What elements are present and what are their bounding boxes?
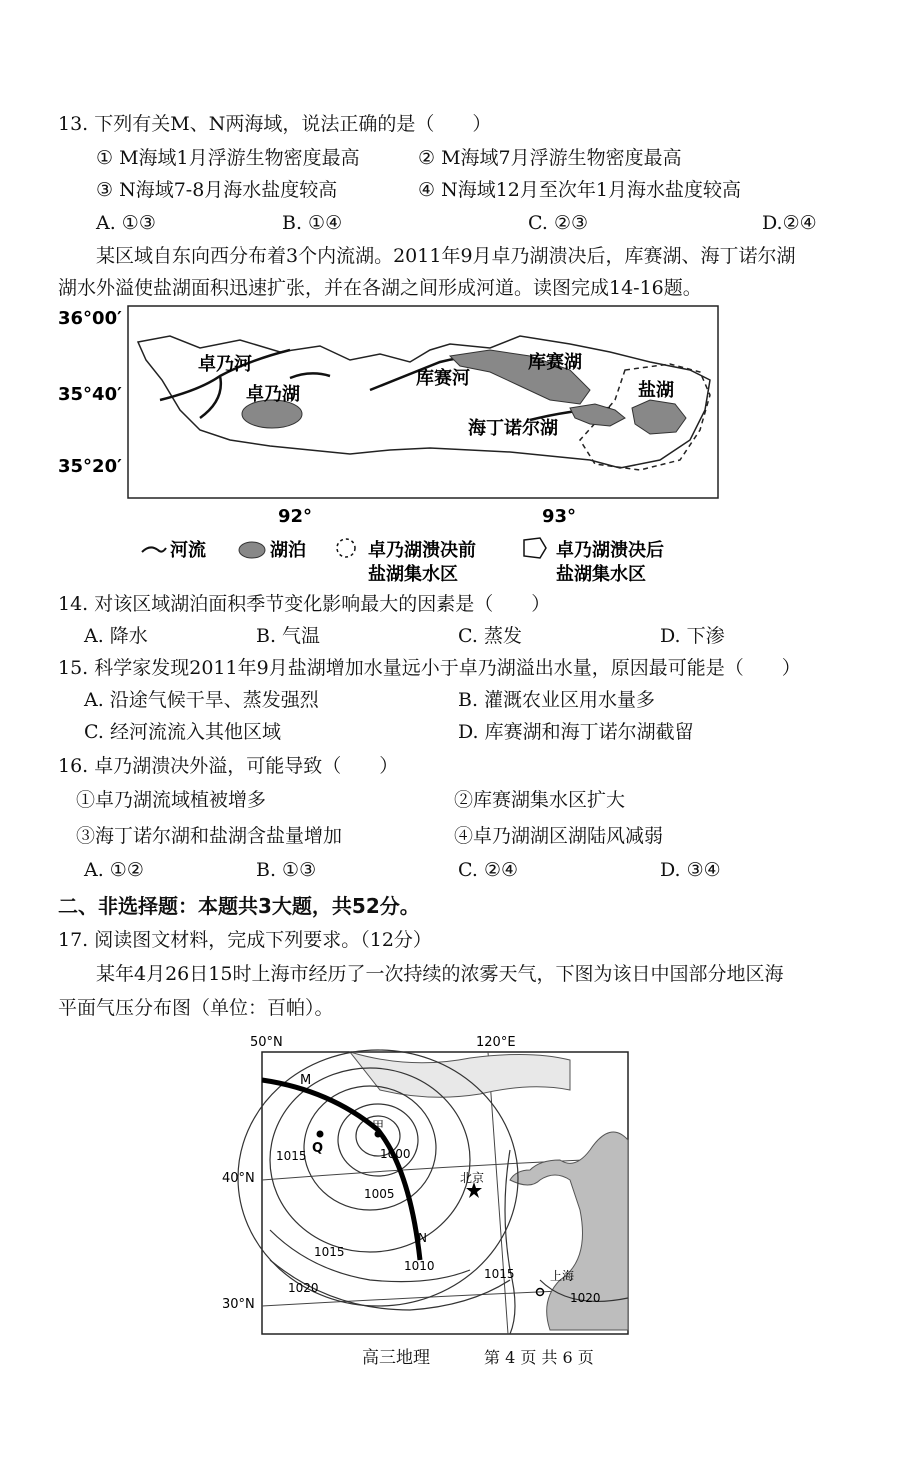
legend-river-symbol [142, 547, 166, 552]
q16-statement-4: ④卓乃湖湖区湖陆风减弱 [454, 825, 664, 847]
intro-line-2: 湖水外溢使盐湖面积迅速扩张，并在各湖之间形成河道。读图完成14-16题。 [58, 277, 702, 299]
isobar-1010-label: 1010 [404, 1259, 435, 1273]
lon-120e-label: 120°E [476, 1035, 516, 1050]
legend-lake-symbol [239, 542, 265, 558]
lat-50n-label: 50°N [250, 1035, 283, 1050]
q13-option-b: B. ①④ [282, 212, 343, 234]
isobar-1015-label-right: 1015 [484, 1267, 515, 1281]
footer-page-number: 第 4 页 共 6 页 [484, 1348, 594, 1367]
zhuonai-river-branch-2 [290, 373, 330, 378]
q14-stem: 14. 对该区域湖泊面积季节变化影响最大的因素是（ ） [58, 593, 551, 615]
q15-option-b: B. 灌溉农业区用水量多 [458, 689, 656, 711]
q17-stem: 17. 阅读图文材料，完成下列要求。（12分） [58, 929, 432, 951]
lat-40n-label: 40°N [222, 1171, 255, 1186]
label-q: Q [312, 1141, 324, 1156]
lon-93-label: 93° [542, 506, 577, 527]
q16-option-a: A. ①② [84, 859, 144, 881]
q13-option-d: D.②④ [762, 212, 817, 234]
label-jia: 甲 [372, 1119, 385, 1133]
q14-option-d: D. 下渗 [660, 625, 725, 647]
q13-statement-3: ③ N海域7-8月海水盐度较高 [96, 179, 338, 201]
haiding-lake-label: 海丁诺尔湖 [468, 418, 558, 439]
q15-stem: 15. 科学家发现2011年9月盐湖增加水量远小于卓乃湖溢出水量，原因最可能是（ ） [58, 657, 801, 679]
q14-option-b: B. 气温 [256, 625, 321, 647]
q15-option-a: A. 沿途气候干旱、蒸发强烈 [84, 689, 319, 711]
section-2-heading: 二、非选择题：本题共3大题，共52分。 [58, 894, 420, 918]
point-q [317, 1131, 324, 1138]
salt-lake-label: 盐湖 [638, 380, 674, 401]
legend-before-line1: 卓乃湖溃决前 [368, 540, 476, 561]
legend-river-label: 河流 [170, 540, 206, 561]
q16-statement-1: ①卓乃湖流域植被增多 [76, 789, 267, 811]
q13-option-c: C. ②③ [528, 212, 589, 234]
label-n: N [418, 1231, 427, 1245]
kusai-river-label: 库赛河 [416, 368, 470, 389]
isobar-1015-label-left: 1015 [276, 1149, 307, 1163]
beijing-label: 北京 [460, 1171, 485, 1185]
zhuonai-lake-label: 卓乃湖 [246, 384, 300, 405]
legend-before-symbol [337, 539, 355, 557]
lat-30n-label: 30°N [222, 1297, 255, 1312]
q15-option-d: D. 库赛湖和海丁诺尔湖截留 [458, 721, 694, 743]
salt-lake-shape [632, 400, 686, 434]
footer-subject: 高三地理 [362, 1348, 430, 1368]
legend-before-line2: 盐湖集水区 [368, 564, 458, 585]
q16-option-d: D. ③④ [660, 859, 721, 881]
isobar-1005-label: 1005 [364, 1187, 395, 1201]
q13-stem: 13. 下列有关M、N两海域，说法正确的是（ ） [58, 113, 492, 135]
q16-option-c: C. ②④ [458, 859, 519, 881]
kusai-lake-label: 库赛湖 [528, 352, 582, 373]
q13-statement-1: ① M海域1月浮游生物密度最高 [96, 147, 360, 169]
isobar-1020-label-left: 1020 [288, 1281, 319, 1295]
legend-lake-label: 湖泊 [270, 540, 306, 561]
q13-statement-4: ④ N海域12月至次年1月海水盐度较高 [418, 179, 741, 201]
lat-36-label: 36°00′ [58, 308, 122, 329]
q13-statement-2: ② M海域7月浮游生物密度最高 [418, 147, 682, 169]
isobar-1020-label-right: 1020 [570, 1291, 601, 1305]
isobar-1015-label-mid: 1015 [314, 1245, 345, 1259]
q16-stem: 16. 卓乃湖溃决外溢，可能导致（ ） [58, 755, 399, 777]
q16-statement-2: ②库赛湖集水区扩大 [454, 789, 626, 811]
q16-option-b: B. ①③ [256, 859, 317, 881]
q16-statement-3: ③海丁诺尔湖和盐湖含盐量增加 [76, 825, 343, 847]
legend-after-line2: 盐湖集水区 [556, 564, 646, 585]
lakes-map [50, 300, 740, 590]
lon-92-label: 92° [278, 506, 313, 527]
q13-option-a: A. ①③ [96, 212, 156, 234]
zhuonai-river-label: 卓乃河 [198, 354, 252, 375]
q15-option-c: C. 经河流流入其他区域 [84, 721, 281, 743]
q14-option-a: A. 降水 [84, 625, 148, 647]
q14-option-c: C. 蒸发 [458, 625, 522, 647]
shanghai-label: 上海 [550, 1269, 575, 1283]
intro-line-1: 某区域自东向西分布着3个内流湖。2011年9月卓乃湖溃决后，库赛湖、海丁诺尔湖 [96, 245, 796, 267]
legend-after-symbol [524, 538, 546, 558]
pressure-map [210, 1030, 650, 1340]
q17-text-line-2: 平面气压分布图（单位：百帕）。 [58, 997, 334, 1019]
label-m: M [300, 1073, 312, 1088]
q17-text-line-1: 某年4月26日15时上海市经历了一次持续的浓雾天气，下图为该日中国部分地区海 [96, 963, 784, 985]
lat-3540-label: 35°40′ [58, 384, 122, 405]
legend-after-line1: 卓乃湖溃决后 [556, 540, 664, 561]
isobar-1000-label: 1000 [380, 1147, 411, 1161]
haiding-lake-shape [570, 404, 625, 426]
lat-3520-label: 35°20′ [58, 456, 122, 477]
